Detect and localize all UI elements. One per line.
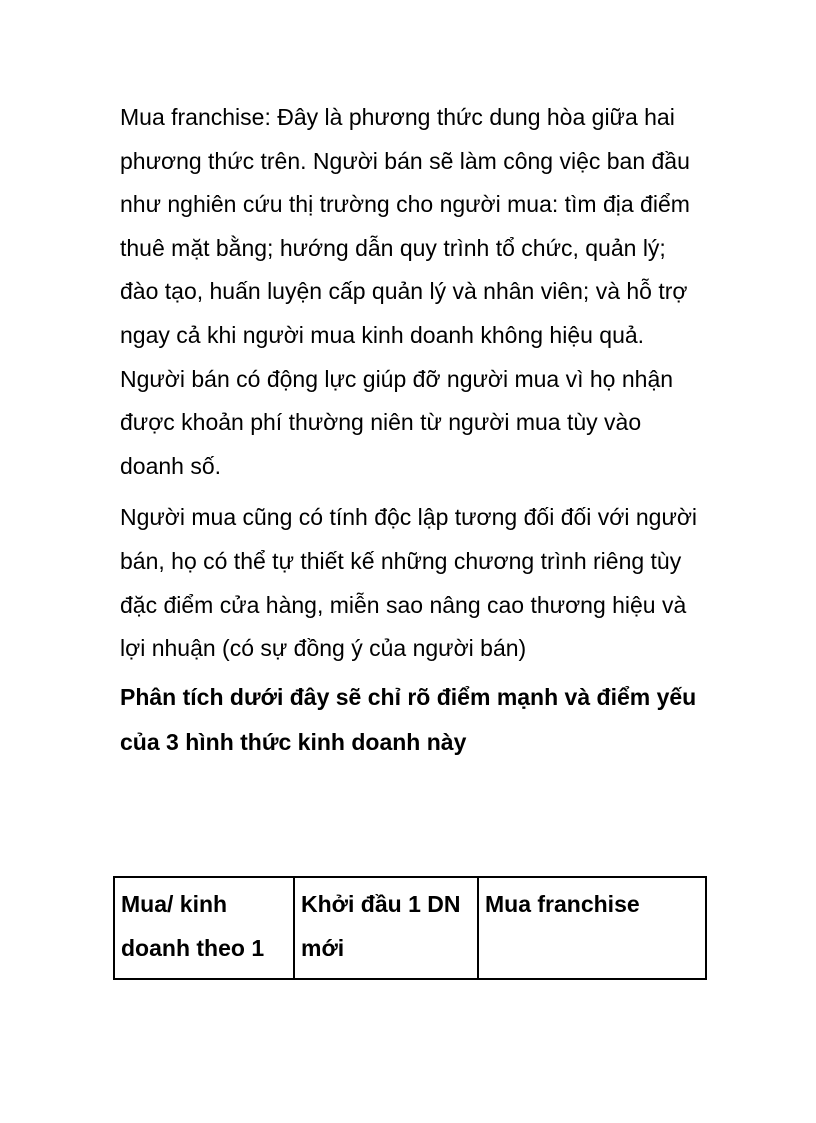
table-header-row: [114, 877, 706, 979]
table-header-cell: Mua franchise: [478, 877, 706, 979]
comparison-table: [113, 876, 707, 980]
document-body: [120, 96, 700, 765]
paragraph-franchise-intro: Mua franchise: Đây là phương thức dung hòa giữa hai phương thức trên. Người bán sẽ làm công việc ban đầu như nghiên cứu thị trường cho người mua: tìm địa điểm thuê mặt bằng; hướng dẫn quy trình tổ chức, quản lý; đào tạo, huấn luyện cấp quản lý và nhân viên; và hỗ trợ ngay cả khi người mua kinh doanh không hiệu quả. Người bán có động lực giúp đỡ người mua vì họ nhận được khoản phí thường niên từ người mua tùy vào doanh số.: [120, 104, 690, 479]
paragraph-buyer-independence: Người mua cũng có tính độc lập tương đối đối với người bán, họ có thể tự thiết kế những chương trình riêng tùy đặc điểm cửa hàng, miễn sao nâng cao thương hiệu và lợi nhuận (có sự đồng ý của người bán): [120, 504, 698, 662]
table-header-cell: Khởi đầu 1 DN mới: [294, 877, 478, 979]
table-header-cell: Mua/ kinh doanh theo 1: [114, 877, 294, 979]
section-heading: Phân tích dưới đây sẽ chỉ rõ điểm mạnh và điểm yếu của 3 hình thức kinh doanh này: [120, 683, 697, 755]
